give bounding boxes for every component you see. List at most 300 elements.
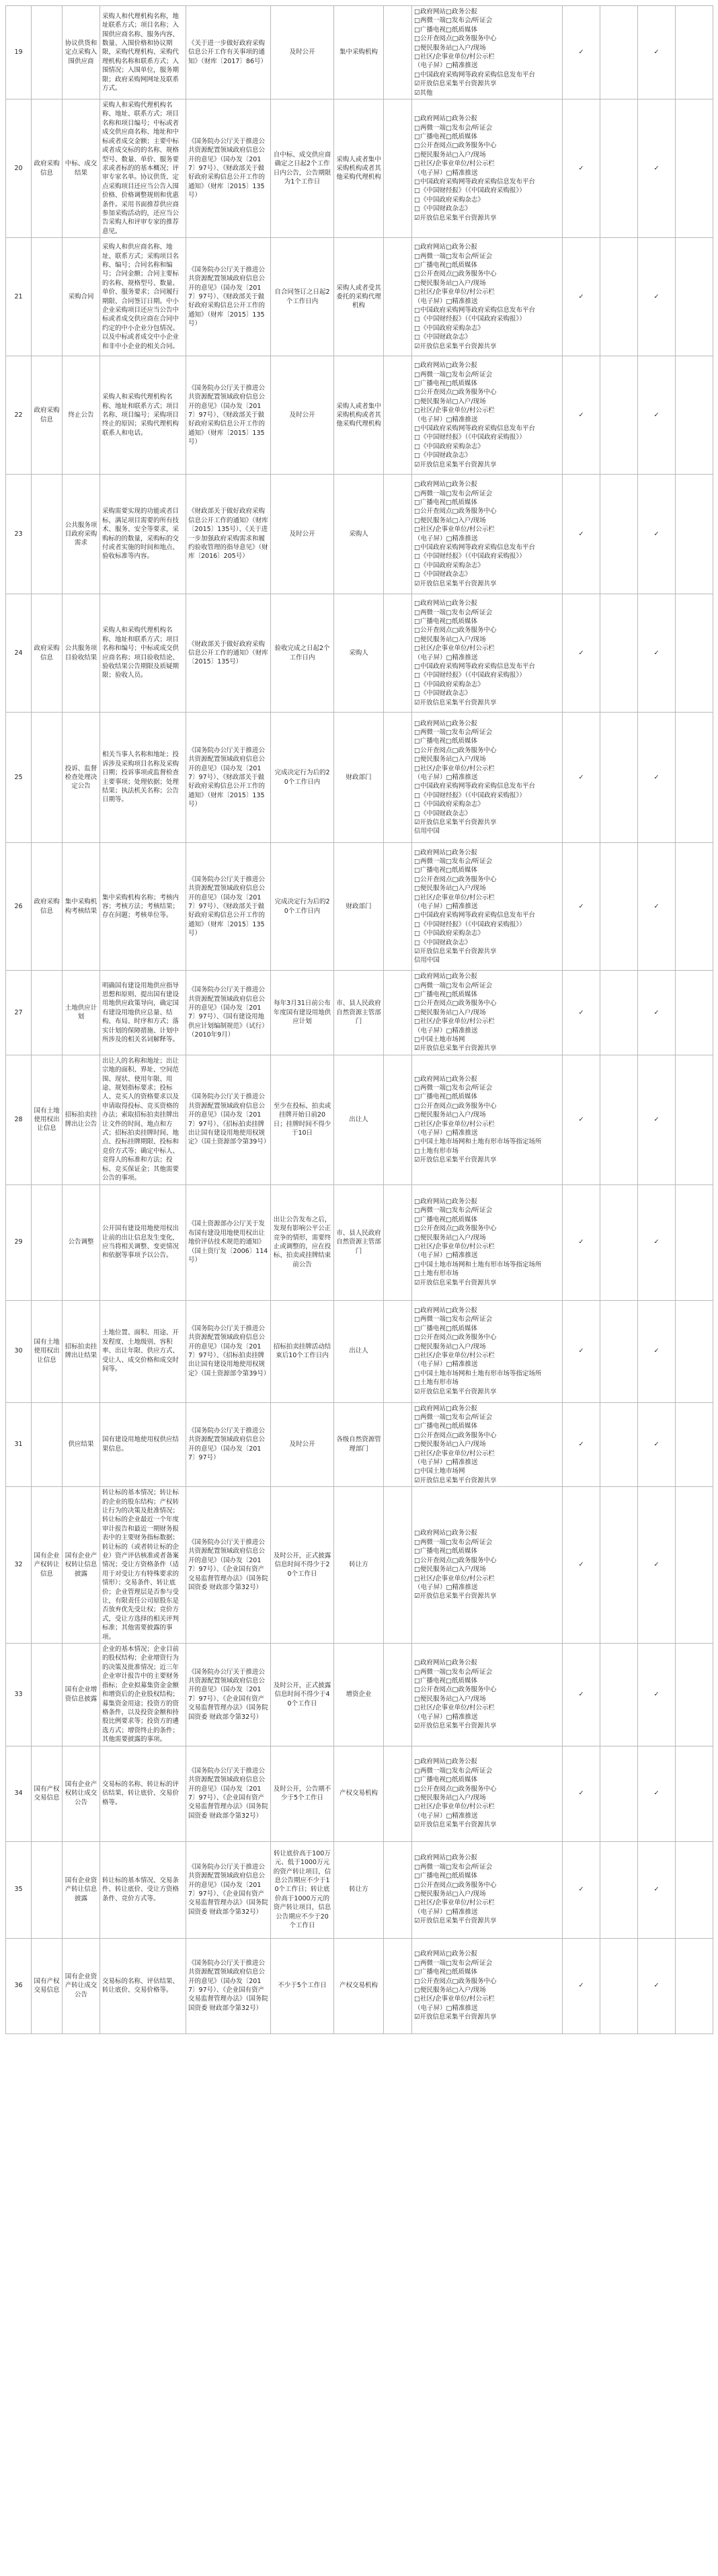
channel-option: □广播电视□纸质媒体 bbox=[414, 867, 477, 875]
channel-option: □《中国财经报》（《中国政府采购报》） bbox=[414, 553, 526, 561]
disclosure-mode-request-check-icon bbox=[676, 971, 713, 1055]
page-bottom-edge bbox=[0, 2567, 718, 2576]
channel-option: □政府网站□政务公报 bbox=[414, 1306, 477, 1314]
disclosure-content-cell: 交易标的名称、评估结果、转让底价、交易价格等。 bbox=[100, 1938, 186, 2034]
channel-option: □政府网站□政务公报 bbox=[414, 8, 477, 15]
item-name-cell: 协议供货和定点采购入围供应商 bbox=[63, 6, 100, 99]
channel-option: （电子屏）□精准推送 bbox=[414, 1129, 478, 1137]
category-cell bbox=[32, 1402, 63, 1487]
channel-option: □中国土地市场网 bbox=[414, 1036, 465, 1043]
category-cell bbox=[32, 475, 63, 594]
responsible-subject-cell: 采购人或者集中采购机构或者其他采购代理机构 bbox=[334, 99, 384, 238]
channel-option: □社区/企事业单位/村公示栏 bbox=[414, 893, 495, 901]
channel-option: （电子屏）□精准推送 bbox=[414, 1361, 478, 1369]
channel-option: □广播电视□纸质媒体 bbox=[414, 261, 477, 270]
channel-option: □政府网站□政务公报 bbox=[414, 1659, 477, 1667]
channel-option: □广播电视□纸质媒体 bbox=[414, 990, 477, 998]
table-row bbox=[6, 1746, 713, 1841]
responsible-subject-cell: 市、县人民政府自然资源主管部门 bbox=[334, 971, 384, 1055]
row-number-cell: 33 bbox=[6, 1644, 32, 1746]
channel-option: □公开查阅点□政务服务中心 bbox=[414, 1785, 497, 1793]
public-scope-specific-check-icon bbox=[600, 1300, 638, 1402]
channel-option: □两微一端□发布会/听证会 bbox=[414, 489, 493, 497]
channel-option: □公开查阅点□政务服务中心 bbox=[414, 389, 497, 397]
channel-option: □便民服务站□入户/现场 bbox=[414, 1566, 486, 1574]
row-number-cell: 26 bbox=[6, 843, 32, 971]
public-scope-specific-check-icon bbox=[600, 1746, 638, 1841]
channel-option: □两微一端□发布会/听证会 bbox=[414, 608, 493, 616]
public-scope-specific-check-icon bbox=[600, 713, 638, 843]
disclosure-mode-request-check-icon bbox=[676, 1402, 713, 1487]
channel-option: □便民服务站□入户/现场 bbox=[414, 1890, 486, 1898]
channel-option: □公开查阅点□政务服务中心 bbox=[414, 1686, 497, 1694]
public-scope-specific-check-icon bbox=[600, 475, 638, 594]
channel-option: □中国政府采购网等政府采购信息发布平台 bbox=[414, 782, 535, 791]
public-scope-all-check-icon: ✓ bbox=[563, 475, 600, 594]
channel-option: □广播电视□纸质媒体 bbox=[414, 26, 477, 34]
channel-option: □《中国财经报》（《中国政府采购报》） bbox=[414, 187, 526, 195]
channel-option: □广播电视□纸质媒体 bbox=[414, 380, 477, 388]
channel-option: □中国政府采购网等政府采购信息发布平台 bbox=[414, 544, 535, 552]
disclosure-content-cell: 采购人和供应商名称、地址、联系方式；采购项目名称、编号；合同名称和编号；合同金额；合同主要标的名称、规格型号、数量、单价、服务要求；合同履行期限、合同签订日期。中小企业采购项目还应当公告中标或者成交供应商在合同中约定的中小企业分包情况。以及中标或者成交中小企业和非中小企业的相关合同。 bbox=[100, 238, 186, 356]
channel-option: □《中国政府采购杂志》 bbox=[414, 930, 484, 938]
category-cell bbox=[32, 1644, 63, 1746]
category-cell bbox=[32, 1841, 63, 1938]
channel-option: ☑开放信息采集平台资源共享 bbox=[414, 80, 497, 88]
channel-option: □社区/企事业单位/村公示栏 bbox=[414, 1352, 495, 1359]
channel-option: （电子屏）□精准推送 bbox=[414, 1713, 478, 1721]
channel-option: ☑开放信息采集平台资源共享 bbox=[414, 2013, 497, 2021]
disclosure-channels-cell bbox=[412, 713, 563, 843]
item-name-cell: 国有企业产权转让成交公告 bbox=[63, 1746, 100, 1841]
disclosure-channels-cell bbox=[412, 1487, 563, 1644]
disclosure-mode-request-check-icon bbox=[676, 356, 713, 475]
category-cell: 国有企业产权转让信息 bbox=[32, 1487, 63, 1644]
channel-option: □便民服务站□入户/现场 bbox=[414, 1986, 486, 1995]
channel-option: □中国政府采购网等政府采购信息发布平台 bbox=[414, 178, 535, 186]
legal-basis-cell: 《国务院办公厅关于推进公共资源配置领域政府信息公开的意见》（国办发〔2017〕97号）、《财政部关于做好政府采购信息公开工作的通知》（财库〔2015〕135号） bbox=[186, 843, 271, 971]
public-scope-all-check-icon: ✓ bbox=[563, 713, 600, 843]
level-cell bbox=[384, 1055, 412, 1184]
disclosure-content-cell: 相关当事人名称和地址；投诉涉及采购项目名称及采购日期；投诉事项或监督检查主要事项；处理依据；处理结果；执法机关名称；公告日期等。 bbox=[100, 713, 186, 843]
legal-basis-cell: 《国务院办公厅关于推进公共资源配置领域政府信息公开的意见》（国办发〔2017〕97号）、《企业国有资产交易监督管理办法》（国务院国资委 财政部令第32号） bbox=[186, 1938, 271, 2034]
channel-option: □两微一端□发布会/听证会 bbox=[414, 1413, 493, 1421]
channel-option: □土地有形市场 bbox=[414, 1270, 458, 1278]
channel-option: □政府网站□政务公报 bbox=[414, 362, 477, 370]
disclosure-time-cell: 完成决定行为后的20个工作日内 bbox=[271, 713, 334, 843]
category-cell: 国有土地使用权出让信息 bbox=[32, 1055, 63, 1184]
public-scope-all-check-icon: ✓ bbox=[563, 1644, 600, 1746]
channel-option: □土地有形市场 bbox=[414, 1147, 458, 1155]
channel-option: （电子屏）□精准推送 bbox=[414, 2004, 478, 2012]
level-cell bbox=[384, 238, 412, 356]
public-scope-all-check-icon: ✓ bbox=[563, 1746, 600, 1841]
item-name-cell: 公告调整 bbox=[63, 1184, 100, 1300]
level-cell bbox=[384, 475, 412, 594]
level-cell bbox=[384, 1644, 412, 1746]
disclosure-channels-cell bbox=[412, 238, 563, 356]
disclosure-time-cell: 及时公开，正式披露信息时间不得少于40个工作日 bbox=[271, 1644, 334, 1746]
channel-option: （电子屏）□精准推送 bbox=[414, 62, 478, 70]
channel-option: □《中国政府采购杂志》 bbox=[414, 680, 484, 688]
channel-option: □公开查阅点□政务服务中心 bbox=[414, 142, 497, 150]
channel-option: （电子屏）□精准推送 bbox=[414, 415, 478, 424]
channel-option: □两微一端□发布会/听证会 bbox=[414, 124, 493, 132]
disclosure-channels-cell bbox=[412, 1841, 563, 1938]
category-cell bbox=[32, 713, 63, 843]
row-number-cell: 30 bbox=[6, 1300, 32, 1402]
disclosure-mode-active-check-icon: ✓ bbox=[638, 1841, 676, 1938]
table-row bbox=[6, 475, 713, 594]
table-body bbox=[6, 6, 713, 2034]
table-row bbox=[6, 843, 713, 971]
public-scope-all-check-icon: ✓ bbox=[563, 1938, 600, 2034]
channel-option: □社区/企事业单位/村公示栏 bbox=[414, 1120, 495, 1128]
channel-option: □便民服务站□入户/现场 bbox=[414, 44, 486, 52]
row-number-cell: 23 bbox=[6, 475, 32, 594]
public-scope-all-check-icon: ✓ bbox=[563, 1841, 600, 1938]
item-name-cell: 招标拍卖挂牌出让结果 bbox=[63, 1300, 100, 1402]
channel-option: □《中国财经报》（《中国政府采购报》） bbox=[414, 920, 526, 928]
channel-option: □《中国财政杂志》 bbox=[414, 452, 471, 460]
disclosure-content-cell: 采购人和采购代理机构名称、地址和联系方式；项目名称和编号；中标或成交供应商名称；项目验收结论、验收结果公告期限及质疑期限；验收人员。 bbox=[100, 594, 186, 713]
category-cell bbox=[32, 238, 63, 356]
channel-option: （电子屏）□精准推送 bbox=[414, 1583, 478, 1591]
category-cell bbox=[32, 971, 63, 1055]
table-row bbox=[6, 1938, 713, 2034]
table-row bbox=[6, 99, 713, 238]
public-scope-all-check-icon: ✓ bbox=[563, 1487, 600, 1644]
channel-option: □《中国政府采购杂志》 bbox=[414, 561, 484, 569]
channel-option: □广播电视□纸质媒体 bbox=[414, 132, 477, 140]
public-scope-specific-check-icon bbox=[600, 1644, 638, 1746]
disclosure-mode-active-check-icon: ✓ bbox=[638, 6, 676, 99]
public-scope-specific-check-icon bbox=[600, 356, 638, 475]
item-name-cell: 供应结果 bbox=[63, 1402, 100, 1487]
disclosure-mode-active-check-icon: ✓ bbox=[638, 356, 676, 475]
channel-option: □《中国政府采购杂志》 bbox=[414, 442, 484, 450]
legal-basis-cell: 《国务院办公厅关于推进公共资源配置领域政府信息公开的意见》（国办发〔2017〕97号）、《财政部关于做好政府采购信息公开工作的通知》（财库〔2015〕135号） bbox=[186, 713, 271, 843]
channel-option: □社区/企事业单位/村公示栏 bbox=[414, 1018, 495, 1026]
level-cell bbox=[384, 99, 412, 238]
channel-option: □便民服务站□入户/现场 bbox=[414, 397, 486, 405]
legal-basis-cell: 《国务院办公厅关于推进公共资源配置领域政府信息公开的意见》（国办发〔2017〕97号）、《财政部关于做好政府采购信息公开工作的通知》（财库〔2015〕135号） bbox=[186, 356, 271, 475]
channel-option: □社区/企事业单位/村公示栏 bbox=[414, 288, 495, 296]
channel-option: □政府网站□政务公报 bbox=[414, 1758, 477, 1766]
disclosure-channels-cell bbox=[412, 843, 563, 971]
channel-option: □公开查阅点□政务服务中心 bbox=[414, 1431, 497, 1439]
table-row bbox=[6, 594, 713, 713]
channel-option: ☑开放信息采集平台资源共享 bbox=[414, 1917, 497, 1925]
disclosure-mode-active-check-icon: ✓ bbox=[638, 971, 676, 1055]
disclosure-channels-cell bbox=[412, 1300, 563, 1402]
channel-option: ☑开放信息采集平台资源共享 bbox=[414, 1387, 497, 1396]
channel-option: □《中国政府采购杂志》 bbox=[414, 801, 484, 809]
category-cell: 政府采购信息 bbox=[32, 843, 63, 971]
channel-option: （电子屏）□精准推送 bbox=[414, 1812, 478, 1820]
channel-option: ☑开放信息采集平台资源共享 bbox=[414, 1045, 497, 1053]
disclosure-time-cell: 转让底价高于100万元、低于1000万元的资产转让项目，信息公告期应不少于10个工作日；转让底价高于1000万元的资产转让项目，信息公告期应不少于20个工作日 bbox=[271, 1841, 334, 1938]
level-cell bbox=[384, 1746, 412, 1841]
channel-option: ☑开放信息采集平台资源共享 bbox=[414, 1279, 497, 1287]
channel-option: □社区/企事业单位/村公示栏 bbox=[414, 407, 495, 415]
row-number-cell: 36 bbox=[6, 1938, 32, 2034]
channel-option: □社区/企事业单位/村公示栏 bbox=[414, 1449, 495, 1457]
legal-basis-cell: 《国务院办公厅关于推进公共资源配置领域政府信息公开的意见》（国办发〔2017〕97号）、《企业国有资产交易监督管理办法》（国务院国资委 财政部令第32号） bbox=[186, 1841, 271, 1938]
disclosure-content-cell: 交易标的名称、转让标的评估结果、转让底价、交易价格等。 bbox=[100, 1746, 186, 1841]
legal-basis-cell: 《关于进一步做好政府采购信息公开工作有关事项的通知》（财库〔2017〕86号） bbox=[186, 6, 271, 99]
channel-option: □中国政府采购网等政府采购信息发布平台 bbox=[414, 912, 535, 920]
legal-basis-cell: 《国务院办公厅关于推进公共资源配置领域政府信息公开的意见》（国办发〔2017〕97号）、《招标拍卖挂牌出让国有建设用地使用权规定》（国土资源部令第39号） bbox=[186, 1055, 271, 1184]
category-cell: 政府采购信息 bbox=[32, 356, 63, 475]
level-cell bbox=[384, 1402, 412, 1487]
channel-option: □中国政府采购网等政府采购信息发布平台 bbox=[414, 663, 535, 671]
disclosure-content-cell: 国有建设用地使用权供应结果信息。 bbox=[100, 1402, 186, 1487]
channel-option: □《中国财经报》（《中国政府采购报》） bbox=[414, 791, 526, 799]
responsible-subject-cell: 集中采购机构 bbox=[334, 6, 384, 99]
disclosure-channels-cell bbox=[412, 1402, 563, 1487]
category-cell: 政府采购信息 bbox=[32, 594, 63, 713]
row-number-cell: 21 bbox=[6, 238, 32, 356]
disclosure-mode-active-check-icon: ✓ bbox=[638, 843, 676, 971]
channel-option: □《中国财政杂志》 bbox=[414, 571, 471, 579]
channel-option: （电子屏）□精准推送 bbox=[414, 169, 478, 177]
legal-basis-cell: 《国土资源部办公厅关于发布国有建设用地使用权出让地价评估技术规范的通知》（国土资厅发〔2006〕114号） bbox=[186, 1184, 271, 1300]
legal-basis-cell: 《财政部关于做好政府采购信息公开工作的通知》（财库〔2015〕135号）、《关于进一步加强政府采购需求和履约验收管理的指导意见》（财库〔2016〕205号） bbox=[186, 475, 271, 594]
channel-option: □两微一端□发布会/听证会 bbox=[414, 728, 493, 736]
public-scope-specific-check-icon bbox=[600, 238, 638, 356]
channel-option: ☑开放信息采集平台资源共享 bbox=[414, 818, 497, 826]
disclosure-mode-request-check-icon bbox=[676, 238, 713, 356]
channel-option: ☑开放信息采集平台资源共享 bbox=[414, 947, 497, 955]
disclosure-mode-request-check-icon bbox=[676, 1300, 713, 1402]
level-cell bbox=[384, 1487, 412, 1644]
category-cell bbox=[32, 6, 63, 99]
channel-option: □广播电视□纸质媒体 bbox=[414, 618, 477, 626]
legal-basis-cell: 《国务院办公厅关于推进公共资源配置领域政府信息公开的意见》（国办发〔2017〕97号）、《企业国有资产交易监督管理办法》（国务院国资委 财政部令第32号） bbox=[186, 1487, 271, 1644]
public-scope-all-check-icon: ✓ bbox=[563, 99, 600, 238]
channel-option: □两微一端□发布会/听证会 bbox=[414, 1084, 493, 1092]
level-cell bbox=[384, 843, 412, 971]
public-scope-specific-check-icon bbox=[600, 594, 638, 713]
row-number-cell: 19 bbox=[6, 6, 32, 99]
disclosure-content-cell: 采购人和采购代理机构名称、地址和联系方式；项目名称、项目编号；采购项目终止的原因；采购代理机构联系人和电话。 bbox=[100, 356, 186, 475]
channel-option: □广播电视□纸质媒体 bbox=[414, 1677, 477, 1685]
disclosure-channels-cell bbox=[412, 594, 563, 713]
disclosure-mode-request-check-icon bbox=[676, 1841, 713, 1938]
item-name-cell: 土地供应计划 bbox=[63, 971, 100, 1055]
public-scope-specific-check-icon bbox=[600, 6, 638, 99]
disclosure-content-cell: 转让标的基本情况；转让标的企业的股东结构；产权转让行为的决策及批准情况；转让标的企业最近一个年度审计报告和最近一期财务报表中的主要财务指标数据；转让标的（或者转让标的企业）资产评估核准或者备案情况；受让方资格条件（适用于对受让方有特殊要求的情形）；交易条件、转让底价；企业管理层是否参与受让，有限责任公司原股东是否放弃优先受让权；竞价方式，受让方选择的相关评判标准；其他需要披露的事项。 bbox=[100, 1487, 186, 1644]
channel-option: 信用中国 bbox=[414, 828, 440, 836]
channel-option: □便民服务站□入户/现场 bbox=[414, 1695, 486, 1703]
responsible-subject-cell: 财政部门 bbox=[334, 843, 384, 971]
channel-option: （电子屏）□精准推送 bbox=[414, 534, 478, 542]
item-name-cell: 国有企业资产转让成交公告 bbox=[63, 1938, 100, 2034]
channel-option: □公开查阅点□政务服务中心 bbox=[414, 1881, 497, 1889]
channel-option: □中国土地市场网和土地有形市场等指定场所 bbox=[414, 1138, 542, 1146]
disclosure-content-cell: 采购人和采购代理机构名称、地址、联系方式；项目名称和项目编号；中标或者成交供应商名称、地址和中标或者成交金额；主要中标或者成交标的的名称、规格型号、数量、单价、服务要求或者标的的基本概况；评审专家名单。协议供货、定点采购项目还应当公告入围价格、价格调整规则和优惠条件。采用书面推荐供应商参加采购活动的，还应当公告采购人和评审专家的推荐意见。 bbox=[100, 99, 186, 238]
channel-option: （电子屏）□精准推送 bbox=[414, 1252, 478, 1260]
category-cell bbox=[32, 1184, 63, 1300]
disclosure-mode-active-check-icon: ✓ bbox=[638, 594, 676, 713]
channel-option: ☑开放信息采集平台资源共享 bbox=[414, 1476, 497, 1484]
channel-option: □便民服务站□入户/现场 bbox=[414, 1234, 486, 1242]
channel-option: □两微一端□发布会/听证会 bbox=[414, 370, 493, 378]
disclosure-time-cell: 出让公告发布之后，发现有影响公平公正竞争的情形，需要终止或调整的，应在投标、拍卖或挂牌结束前公告 bbox=[271, 1184, 334, 1300]
channel-option: □社区/企事业单位/村公示栏 bbox=[414, 764, 495, 772]
table-row bbox=[6, 1487, 713, 1644]
item-name-cell: 投诉、监督检查处理决定公告 bbox=[63, 713, 100, 843]
responsible-subject-cell: 出让人 bbox=[334, 1055, 384, 1184]
level-cell bbox=[384, 1841, 412, 1938]
channel-option: ☑开放信息采集平台资源共享 bbox=[414, 579, 497, 588]
channel-option: □两微一端□发布会/听证会 bbox=[414, 1863, 493, 1871]
row-number-cell: 25 bbox=[6, 713, 32, 843]
channel-option: □社区/企事业单位/村公示栏 bbox=[414, 160, 495, 168]
channel-option: □广播电视□纸质媒体 bbox=[414, 737, 477, 746]
row-number-cell: 28 bbox=[6, 1055, 32, 1184]
disclosure-time-cell: 及时公开 bbox=[271, 356, 334, 475]
responsible-subject-cell: 采购人或者受其委托的采购代理机构 bbox=[334, 238, 384, 356]
public-scope-all-check-icon: ✓ bbox=[563, 356, 600, 475]
disclosure-time-cell: 及时公开 bbox=[271, 1402, 334, 1487]
disclosure-channels-cell bbox=[412, 971, 563, 1055]
disclosure-mode-active-check-icon: ✓ bbox=[638, 1300, 676, 1402]
channel-option: □广播电视□纸质媒体 bbox=[414, 1872, 477, 1880]
channel-option: □便民服务站□入户/现场 bbox=[414, 885, 486, 893]
public-scope-specific-check-icon bbox=[600, 1055, 638, 1184]
channel-option: □中国政府采购网等政府采购信息发布平台 bbox=[414, 425, 535, 433]
channel-option: □两微一端□发布会/听证会 bbox=[414, 1316, 493, 1324]
channel-option: □中国土地市场网 bbox=[414, 1467, 465, 1476]
disclosure-mode-active-check-icon: ✓ bbox=[638, 713, 676, 843]
channel-option: □《中国财经报》（《中国政府采购报》） bbox=[414, 434, 526, 442]
public-scope-all-check-icon: ✓ bbox=[563, 971, 600, 1055]
channel-option: □便民服务站□入户/现场 bbox=[414, 516, 486, 524]
channel-option: □土地有形市场 bbox=[414, 1379, 458, 1387]
disclosure-time-cell: 自合同签订之日起2个工作日内 bbox=[271, 238, 334, 356]
table-row bbox=[6, 356, 713, 475]
row-number-cell: 22 bbox=[6, 356, 32, 475]
item-name-cell: 中标、成交结果 bbox=[63, 99, 100, 238]
disclosure-content-cell: 企业的基本情况；企业目前的股权结构；企业增资行为的决策及批准情况；近三年企业审计报告中的主要财务指标；企业拟募集资金金额和增资后的企业股权结构；募集资金用途；投资方的资格条件，以及投资金额和持股比例要求等；投资方的遴选方式；增资终止的条件；其他需要披露的事项。 bbox=[100, 1644, 186, 1746]
disclosure-time-cell: 及时公开，正式披露信息时间不得少于20个工作日 bbox=[271, 1487, 334, 1644]
public-scope-specific-check-icon bbox=[600, 1487, 638, 1644]
responsible-subject-cell: 出让人 bbox=[334, 1300, 384, 1402]
item-name-cell: 招标拍卖挂牌出让公告 bbox=[63, 1055, 100, 1184]
public-scope-all-check-icon: ✓ bbox=[563, 1184, 600, 1300]
responsible-subject-cell: 财政部门 bbox=[334, 713, 384, 843]
channel-option: □广播电视□纸质媒体 bbox=[414, 1968, 477, 1976]
disclosure-time-cell: 及时公开 bbox=[271, 475, 334, 594]
responsible-subject-cell: 市、县人民政府自然资源主管部门 bbox=[334, 1184, 384, 1300]
item-name-cell: 国有企业增资信息披露 bbox=[63, 1644, 100, 1746]
level-cell bbox=[384, 1938, 412, 2034]
channel-option: □政府网站□政务公报 bbox=[414, 243, 477, 251]
channel-option: □政府网站□政务公报 bbox=[414, 1404, 477, 1412]
item-name-cell: 采购合同 bbox=[63, 238, 100, 356]
channel-option: （电子屏）□精准推送 bbox=[414, 1908, 478, 1916]
disclosure-channels-cell bbox=[412, 6, 563, 99]
level-cell bbox=[384, 594, 412, 713]
disclosure-mode-active-check-icon: ✓ bbox=[638, 475, 676, 594]
channel-option: 信用中国 bbox=[414, 957, 440, 965]
public-scope-specific-check-icon bbox=[600, 1938, 638, 2034]
channel-option: □《中国财政杂志》 bbox=[414, 205, 471, 213]
disclosure-mode-request-check-icon bbox=[676, 1487, 713, 1644]
channel-option: （电子屏）□精准推送 bbox=[414, 297, 478, 305]
disclosure-mode-request-check-icon bbox=[676, 1938, 713, 2034]
responsible-subject-cell: 转让方 bbox=[334, 1841, 384, 1938]
channel-option: □政府网站□政务公报 bbox=[414, 1075, 477, 1083]
public-scope-all-check-icon: ✓ bbox=[563, 594, 600, 713]
disclosure-mode-request-check-icon bbox=[676, 594, 713, 713]
disclosure-mode-active-check-icon: ✓ bbox=[638, 1938, 676, 2034]
level-cell bbox=[384, 1184, 412, 1300]
channel-option: □社区/企事业单位/村公示栏 bbox=[414, 526, 495, 534]
legal-basis-cell: 《国务院办公厅关于推进公共资源配置领域政府信息公开的意见》（国办发〔2017〕97号）、《招标拍卖挂牌出让国有建设用地使用权规定》（国土资源部令第39号） bbox=[186, 1300, 271, 1402]
item-name-cell: 公共服务项目政府采购需求 bbox=[63, 475, 100, 594]
channel-option: （电子屏）□精准推送 bbox=[414, 773, 478, 781]
channel-option: □便民服务站□入户/现场 bbox=[414, 635, 486, 643]
row-number-cell: 29 bbox=[6, 1184, 32, 1300]
channel-option: （电子屏）□精准推送 bbox=[414, 902, 478, 910]
disclosure-content-cell: 出让人的名称和地址；出让宗地的面积、界址、空间范围、现状、使用年限、用途、规划指标要求；投标人、竞买人的资格要求以及申请取得投标、竞买资格的办法；索取招标拍卖挂牌出让文件的时间、地点和方式；招标拍卖挂牌时间、地点、投标挂牌期限、投标和竞价方式等；确定中标人、竞得人的标准和方法；投标、竞买保证金；其他需要公告的事项。 bbox=[100, 1055, 186, 1184]
channel-option: ☑开放信息采集平台资源共享 bbox=[414, 214, 497, 222]
level-cell bbox=[384, 6, 412, 99]
responsible-subject-cell: 增资企业 bbox=[334, 1644, 384, 1746]
disclosure-content-cell: 公开国有建设用地使用权出让前的出让信息发生变化，应当将相关调整、变更情况和依据等事项予以公告。 bbox=[100, 1184, 186, 1300]
public-scope-all-check-icon: ✓ bbox=[563, 1402, 600, 1487]
channel-option: □社区/企事业单位/村公示栏 bbox=[414, 1995, 495, 2003]
channel-option: □便民服务站□入户/现场 bbox=[414, 1794, 486, 1802]
table-row bbox=[6, 1055, 713, 1184]
table-row bbox=[6, 238, 713, 356]
channel-option: □社区/企事业单位/村公示栏 bbox=[414, 1899, 495, 1907]
disclosure-mode-request-check-icon bbox=[676, 99, 713, 238]
item-name-cell: 国有企业资产转让信息披露 bbox=[63, 1841, 100, 1938]
disclosure-content-cell: 集中采购机构名称；考核内容；考核方法；考核结果；存在问题；考核单位等。 bbox=[100, 843, 186, 971]
channel-option: □公开查阅点□政务服务中心 bbox=[414, 1225, 497, 1233]
channel-option: □政府网站□政务公报 bbox=[414, 481, 477, 489]
channel-option: □政府网站□政务公报 bbox=[414, 1950, 477, 1958]
item-name-cell: 公共服务项目验收结果 bbox=[63, 594, 100, 713]
responsible-subject-cell: 各级自然资源管理部门 bbox=[334, 1402, 384, 1487]
channel-option: □广播电视□纸质媒体 bbox=[414, 1422, 477, 1431]
category-cell: 国有土地使用权出让信息 bbox=[32, 1300, 63, 1402]
channel-option: □《中国政府采购杂志》 bbox=[414, 196, 484, 204]
channel-option: □公开查阅点□政务服务中心 bbox=[414, 1334, 497, 1342]
channel-option: □公开查阅点□政务服务中心 bbox=[414, 508, 497, 516]
channel-option: □《中国财经报》（《中国政府采购报》） bbox=[414, 315, 526, 323]
channel-option: □社区/企事业单位/村公示栏 bbox=[414, 645, 495, 653]
channel-option: □政府网站□政务公报 bbox=[414, 1197, 477, 1205]
disclosure-time-cell: 及时公开 bbox=[271, 6, 334, 99]
channel-option: □政府网站□政务公报 bbox=[414, 848, 477, 856]
channel-option: □公开查阅点□政务服务中心 bbox=[414, 746, 497, 754]
public-scope-specific-check-icon bbox=[600, 1841, 638, 1938]
disclosure-channels-cell bbox=[412, 1938, 563, 2034]
responsible-subject-cell: 产权交易机构 bbox=[334, 1938, 384, 2034]
channel-option: □社区/企事业单位/村公示栏 bbox=[414, 1803, 495, 1811]
disclosure-channels-cell bbox=[412, 1746, 563, 1841]
table-row bbox=[6, 1402, 713, 1487]
disclosure-time-cell: 至少在投标、拍卖或挂牌开始日前20日；挂牌时间不得少于10日 bbox=[271, 1055, 334, 1184]
channel-option: □两微一端□发布会/听证会 bbox=[414, 1538, 493, 1546]
disclosure-mode-active-check-icon: ✓ bbox=[638, 1746, 676, 1841]
public-scope-specific-check-icon bbox=[600, 99, 638, 238]
